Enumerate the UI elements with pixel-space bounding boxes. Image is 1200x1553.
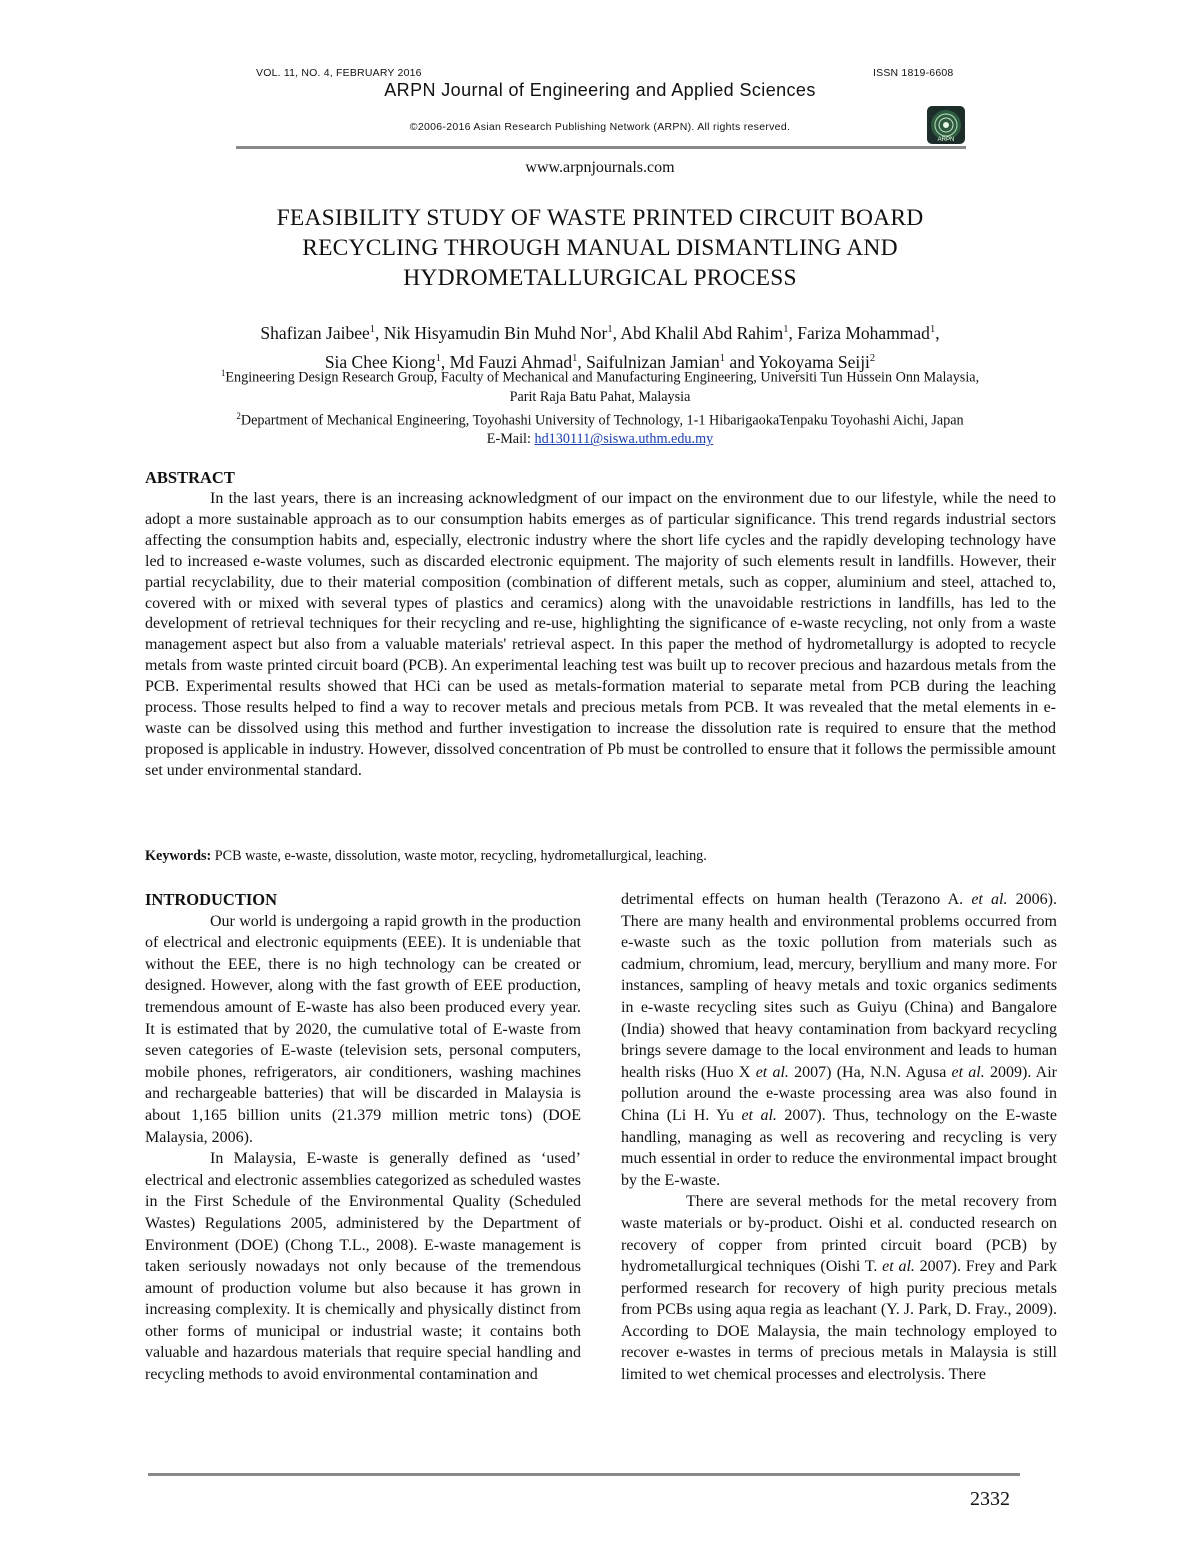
abstract-heading: ABSTRACT (145, 468, 235, 487)
journal-name: ARPN Journal of Engineering and Applied Sciences (384, 80, 816, 100)
intro-paragraph: detrimental effects on human health (Terazono A. et al. 2006). There are many health and environmental problems occurred from e-waste such as the toxic pollution from materials such as cadmium, chromium, lead, mercury, beryllium and many more. For instances, sampling of heavy metals and toxic organics sediments in e-waste recycling sites such as Guiyu (China) and Bangalore (India) showed that heavy contamination from backyard recycling brings severe damage to the local environment and leads to human health risks (Huo X et al. 2007) (Ha, N.N. Agusa et al. 2009). Air pollution around the e-waste processing area was also found in China (Li H. Yu et al. 2007). Thus, technology on the E-waste handling, managing as well as recovering and recycling is very much essential in order to reduce the environmental impact brought by the E-waste. (621, 891, 1058, 1189)
affiliations: $^1$Engineering Design Research Group, Faculty of Mechanical and Manufacturing Engineering, Universiti Tun Hussein Onn Malaysia, Parit Raja Batu Pahat, Malaysia $^2$Department of Mechanical Engineering, Toyohashi University of Technology, 1-1 HibarigaokaTenpaku Toyohashi Aichi, Japan E-Mail: hd130111@siswa.uthm.edu.my (220, 368, 980, 448)
keywords-label: Keywords: (145, 848, 212, 864)
abstract-text: In the last years, there is an increasing acknowledgment of our impact on the environment due to our lifestyle, while the need to adopt a more sustainable approach as to our consumption habits emerges as of particular significance. This trend regards industrial sectors affecting the consumption habits and, especially, electronic industry where the short life cycles and the rapidly developing technology have led to increased e-waste volumes, such as discarded electronic equipment. The majority of such elements result in landfills. However, their partial recyclability, due to their material composition (combination of different metals, such as copper, aluminium and steel, attached to, covered with or mixed with several types of plastics and ceramics) along with the unavoidable restrictions in landfills, has led to the development of retrieval techniques for their recycling and re-use, highlighting the significance of e-waste recycling, not only from a waste management aspect but also from a valuable materials' retrieval aspect. In this paper the method of hydrometallurgy is adopted to recycle metals from waste printed circuit board (PCB). An experimental leaching test was built up to recover precious and hazardous metals from the PCB. Experimental results showed that HCi can be used as metals-formation material to separate metal from PCB during the leaching process. Those results helped to find a way to recover metals and precious metals from PCB. It was revealed that the metal elements in e-waste can be dissolved using this method and further investigation to increase the dissolution rate is required to ensure that the method proposed is applicable in industry. However, dissolved concentration of Pb must be controlled to ensure that it follows the permissible amount set under environmental standard. (145, 490, 1056, 779)
paper-title (150, 203, 1050, 293)
intro-paragraph: Our world is undergoing a rapid growth in the production of electrical and electronic equipments (EEE). It is undeniable that without the EEE, there is no high technology can be created or designed. However, along with the fast growth of EEE production, tremendous amount of E-waste has also been produced every year. It is estimated that by 2020, the cumulative total of E-waste from seven categories of E-waste (television sets, personal computers, mobile phones, refrigerators, air conditioners, washing machines and rechargeable batteries) that will be discarded in Malaysia is about 1,165 billion units (21.379 million metric tons) (DOE Malaysia, 2006). (145, 912, 581, 1146)
right-column (621, 889, 1057, 1386)
introduction-heading: INTRODUCTION (145, 890, 278, 909)
title-line: FEASIBILITY STUDY OF WASTE PRINTED CIRCUIT BOARD (276, 205, 924, 231)
keywords: Keywords: PCB waste, e-waste, dissolution, waste motor, recycling, hydrometallurgical, leaching. (145, 848, 707, 864)
journal-website: www.arpnjournals.com (525, 159, 675, 176)
author-email-link[interactable]: hd130111@siswa.uthm.edu.my (534, 431, 714, 448)
svg-text:ARPN: ARPN (937, 137, 955, 143)
intro-paragraph: In Malaysia, E-waste is generally defined as ‘used’ electrical and electronic assemblies categorized as scheduled wastes in the First Schedule of the Environmental Quality (Scheduled Wastes) Regulations 2005, administered by the Department of Environment (DOE) (Chong T.L., 2008). E-waste management is taken seriously nowadays not only because of the tremendous amount of production volume but also because it has grown in increasing complexity. It is chemically and physically distinct from other forms of municipal or industrial waste; it contains both valuable and hazardous materials that require special handling and recycling methods to avoid environmental contamination and (145, 1150, 581, 1384)
author-list: Shafizan Jaibee$^1$, Nik Hisyamudin Bin Muhd Nor$^1$, Abd Khalil Abd Rahim$^1$, Fariza Mohammad$^1$, Sia Chee Kiong$^1$, Md Fauzi Ahmad$^1$, Saifulnizan Jamian$^1$ and Yokoyama Seiji$^2$ (260, 322, 940, 372)
copyright-notice: ©2006-2016 Asian Research Publishing Network (ARPN). All rights reserved. (409, 121, 791, 133)
footer-rule (148, 1473, 1020, 1476)
title-line: HYDROMETALLURGICAL PROCESS (403, 265, 797, 291)
page-number: 2332 (970, 1488, 1010, 1510)
header-rule (236, 146, 966, 149)
arpn-logo-icon (926, 105, 966, 145)
title-line: RECYCLING THROUGH MANUAL DISMANTLING AND (302, 235, 898, 261)
issn: ISSN 1819-6608 (873, 67, 954, 79)
left-column (145, 889, 581, 1386)
volume-info: VOL. 11, NO. 4, FEBRUARY 2016 (256, 67, 422, 79)
intro-paragraph: There are several methods for the metal recovery from waste materials or by-product. Oishi et al. conducted research on recovery of copper from printed circuit board (PCB) by hydrometallurgical techniques (Oishi T. et al. 2007). Frey and Park performed research for recovery of high purity precious metals from PCBs using aqua regia as leachant (Y. J. Park, D. Fray., 2009). According to DOE Malaysia, the main technology employed to recover e-wastes in terms of precious metals in Malaysia is still limited to wet chemical processes and electrolysis. There (621, 1193, 1058, 1384)
